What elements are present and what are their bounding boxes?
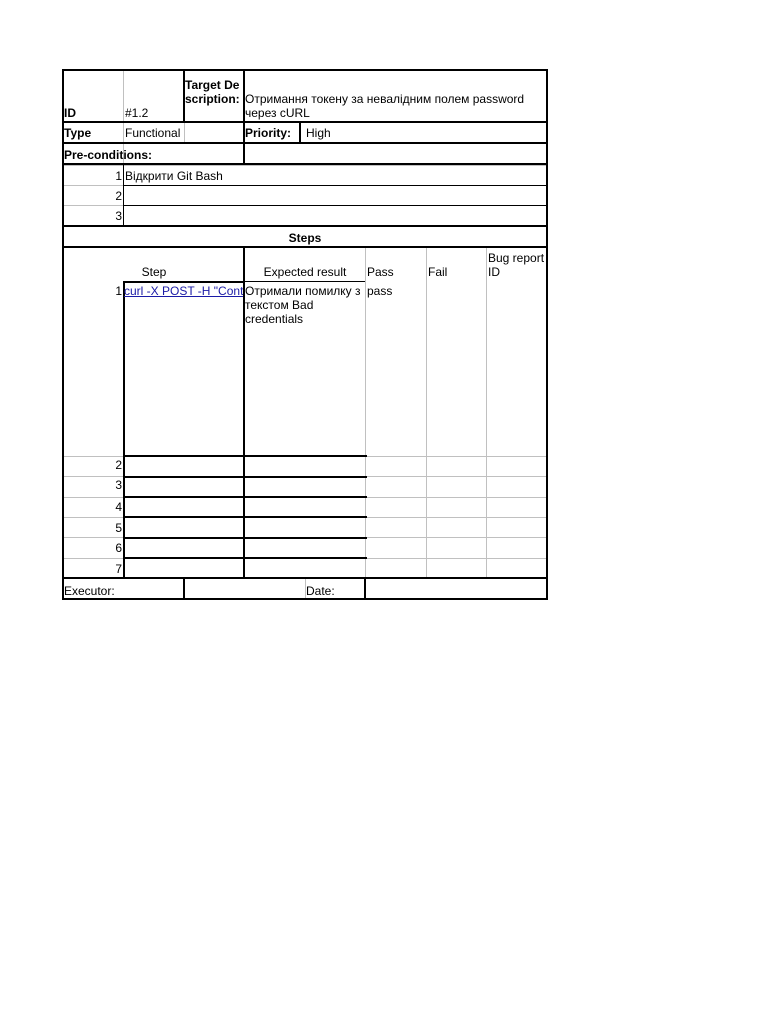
type-label: Type <box>64 126 92 140</box>
id-label: ID <box>64 106 76 120</box>
step-number: 7 <box>115 562 122 576</box>
expected-result-column-header: Expected result <box>263 265 347 279</box>
precondition-text: Відкрити Git Bash <box>125 169 223 183</box>
step-command-link[interactable]: curl -X POST -H "Cont <box>124 284 243 298</box>
step-number: 5 <box>115 521 122 535</box>
pass-column-header: Pass <box>367 265 394 279</box>
expected-result-text: Отримали помилку з текстом Bad credentials <box>245 284 361 326</box>
step-number: 1 <box>115 284 122 298</box>
target-description-label: Target Description: <box>185 78 240 106</box>
priority-label: Priority: <box>245 126 292 140</box>
fail-column-header: Fail <box>428 265 448 279</box>
precondition-number: 1 <box>115 169 122 183</box>
executor-label: Executor: <box>64 584 115 598</box>
priority-value: High <box>306 126 331 140</box>
precondition-number: 3 <box>115 209 122 223</box>
pass-status: pass <box>367 284 393 298</box>
precondition-number: 2 <box>115 189 122 203</box>
step-column-header: Step <box>141 265 167 279</box>
step-number: 6 <box>115 541 122 555</box>
step-number: 4 <box>115 500 122 514</box>
type-value: Functional <box>125 126 181 140</box>
date-label: Date: <box>306 584 335 598</box>
step-number: 2 <box>115 458 122 472</box>
step-number: 3 <box>115 478 122 492</box>
id-value: #1.2 <box>125 106 149 120</box>
preconditions-label: Pre-conditions: <box>64 148 153 162</box>
target-description-value: Отримання токену за невалідним полем password через cURL <box>245 92 525 120</box>
steps-title: Steps <box>288 231 322 245</box>
bug-report-id-column-header: Bug report ID <box>488 251 545 279</box>
